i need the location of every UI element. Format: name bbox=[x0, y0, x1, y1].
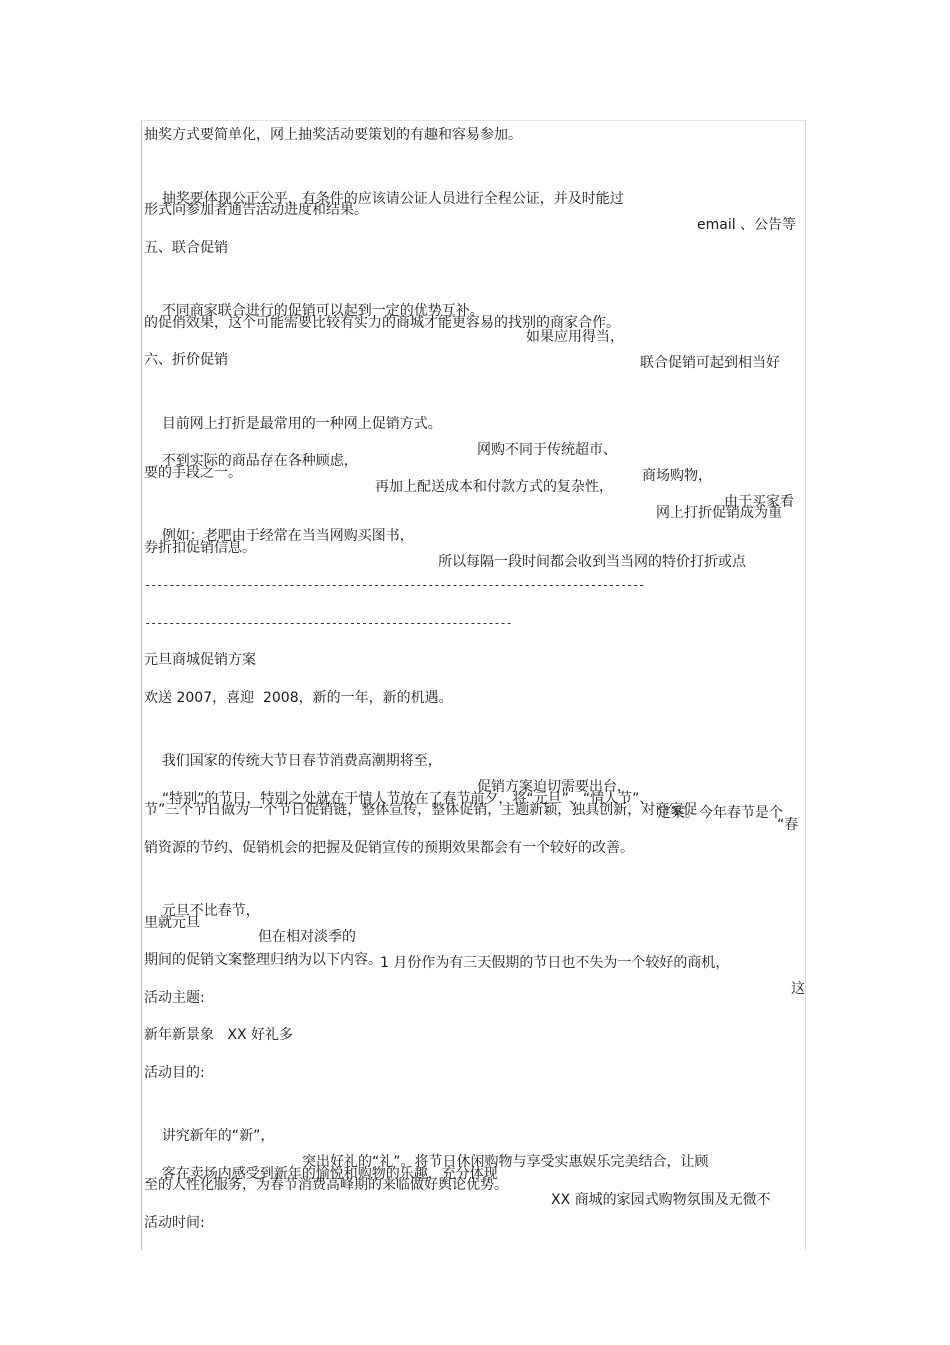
text-line: 形式向参加者通告活动进度和结果。 bbox=[144, 202, 368, 218]
text-segment: “春 bbox=[777, 816, 799, 833]
text-segment: 不同商家联合进行的促销可以起到一定的优势互补。 bbox=[161, 303, 484, 319]
subheading: 活动时间: bbox=[144, 1214, 205, 1231]
text-segment: 定案。今年春节是个 bbox=[657, 805, 783, 821]
text-segment: “特别”的节日，特别之处就在于情人节放在了春节前夕，将“元旦”、“情人节”、 bbox=[161, 790, 654, 807]
text-segment: 目前网上打折是最常用的一种网上促销方式。 bbox=[161, 415, 442, 432]
text-segment: 网上打折促销成为重 bbox=[656, 505, 782, 521]
subheading: 活动主题: bbox=[144, 989, 205, 1006]
text-segment: 由于买家看 bbox=[724, 493, 794, 510]
dashed-separator: ----------------------------------------------------------------------------------- bbox=[144, 578, 645, 592]
text-segment: 例如：老吧由于经常在当当网购买图书， bbox=[161, 528, 414, 544]
text-segment: email 、公告等 bbox=[697, 216, 797, 233]
text-segment: 但在相对淡季的 bbox=[258, 929, 356, 945]
text-line: 抽奖方式要简单化，网上抽奖活动要策划的有趣和容易参加。 bbox=[144, 127, 522, 143]
text-segment: 联合促销可起到相当好 bbox=[640, 355, 780, 371]
text-line: 新年新景象 XX 好礼多 bbox=[144, 1027, 293, 1043]
text-line: 的促俏效果，这个可能需要比较有实力的商城才能更容易的找别的商家合作。 bbox=[144, 314, 620, 331]
text-segment: 1 月份作为有三天假期的节日也不失为一个较好的商机， bbox=[380, 955, 730, 971]
section-heading: 元旦商城促销方案 bbox=[144, 652, 256, 668]
text-segment: 突出好礼的“礼”。将节日休闲购物与享受实惠娱乐完美结合，让顾 bbox=[302, 1154, 709, 1170]
text-segment: 如果应用得当， bbox=[526, 329, 624, 345]
text-segment: 我们国家的传统大节日春节消费高潮期将至， bbox=[161, 753, 442, 769]
text-segment: 客在卖场内感受到新年的愉悦和购物的乐趣，充分体现 bbox=[161, 1165, 498, 1182]
section-heading: 六、折价促销 bbox=[144, 352, 228, 368]
text-line: 节”三个节日做为一个节日促销链，整体宣传，整体促销，主题新颖，独具创新，对商家促 bbox=[144, 802, 698, 818]
text-segment: 再加上配送成本和付款方式的复杂性， bbox=[375, 479, 613, 495]
text-segment: 不到实际的商品存在各种顾虑， bbox=[161, 453, 358, 469]
text-segment: 所以每隔一段时间都会收到当当网的特价打折或点 bbox=[438, 554, 746, 570]
text-line: 要的手段之一。 bbox=[144, 464, 242, 481]
text-line: 里就元旦 bbox=[144, 914, 200, 931]
text-segment: 这 bbox=[791, 981, 805, 997]
subheading: 活动目的: bbox=[144, 1064, 205, 1081]
text-line: 券折扣促销信息。 bbox=[144, 539, 256, 556]
text-segment: 抽奖要体现公正公平，有条件的应该请公证人员进行全程公证，并及时能过 bbox=[161, 190, 624, 207]
text-segment: XX 商城的家园式购物氛围及无微不 bbox=[551, 1191, 771, 1208]
text-segment: 商场购物， bbox=[642, 467, 712, 484]
text-line bbox=[144, 1097, 804, 1170]
text-line: 至的人性化服务，为春节消费高峰期的来临做好舆论优势。 bbox=[144, 1177, 508, 1193]
text-line: 销资源的节约、促销机会的把握及促销宣传的预期效果都会有一个较好的改善。 bbox=[144, 839, 634, 856]
dashed-separator: ------------------------------------------------------------- bbox=[144, 615, 512, 630]
text-line: 欢送 2007，喜迎 2008，新的一年，新的机遇。 bbox=[144, 689, 453, 706]
section-heading: 五、联合促销 bbox=[144, 239, 228, 256]
document-body bbox=[144, 122, 804, 1247]
text-line: 期间的促销文案整理归纳为以下内容。 bbox=[144, 952, 382, 968]
text-segment: 元旦不比春节， bbox=[161, 903, 260, 919]
text-segment: 促销方案迫切需要出台， bbox=[477, 779, 631, 795]
text-segment: 网购不同于传统超市、 bbox=[477, 441, 617, 458]
text-segment: 讲究新年的“新”， bbox=[161, 1128, 275, 1144]
